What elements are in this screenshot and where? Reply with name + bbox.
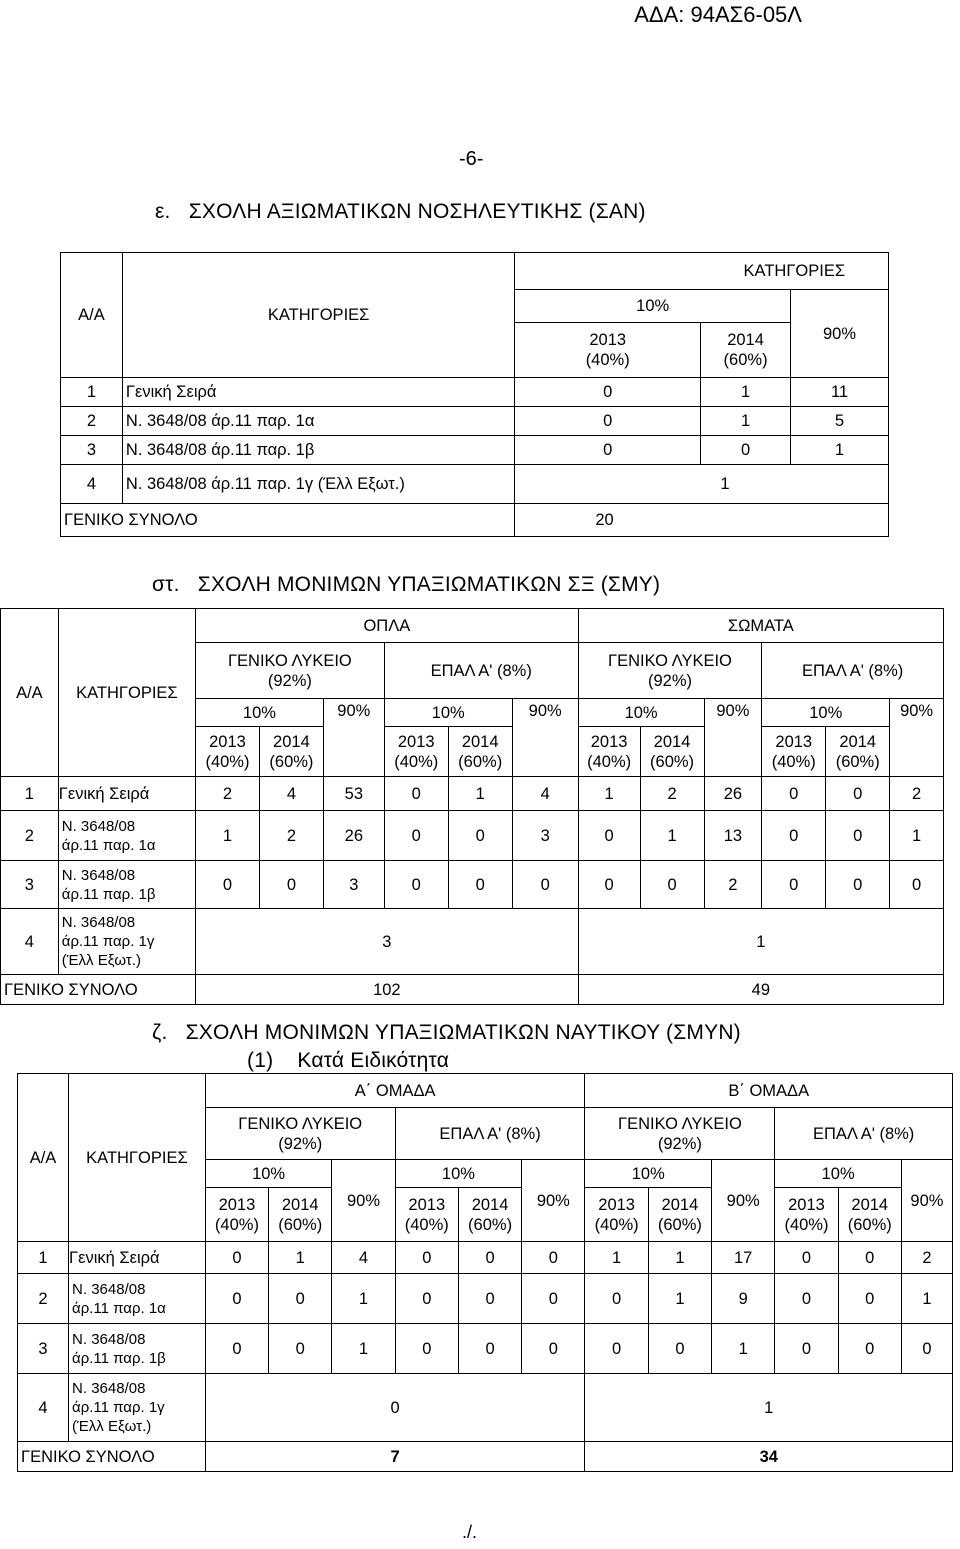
table-row: 1 Γενική Σειρά 0 1 11 [61, 378, 889, 407]
general-lyceum-header: ΓΕΝΙΚΟ ΛΥΚΕΙΟ (92%) [195, 643, 384, 699]
col-aa: Α/Α [18, 1074, 69, 1242]
group-categories: ΚΑΤΗΓΟΡΙΕΣ [701, 253, 889, 290]
section-z-table: Α/Α ΚΑΤΗΓΟΡΙΕΣ Α΄ ΟΜΑΔΑ Β΄ ΟΜΑΔΑ ΓΕΝΙΚΟ ΛΥΚΕΙΟ (92%) ΕΠΑΛ Α' (8%) ΓΕΝΙΚΟ ΛΥΚΕΙΟ (92%) ΕΠΑΛ Α' (8%) 10% 90% 10% 90% 10% 90% 10% 90% 2013 (40%) 2014 (60%) 2013 (40%) 2014 (60%) 2013 (40%) 2014 (60%) 2013 (40%) 2014 (60%) 1 Γενική Σειρά 0 1 4 0 0 0 1 1 17 0 0 2 2 Ν. 3648/08 άρ.11 παρ. 1α 0 0 1 0 0 0 0 1 9 0 0 1 3 Ν. 3648/08 άρ.11 παρ. 1β 0 0 1 0 0 0 0 0 1 0 0 0 4 Ν. 3648/08 άρ.11 παρ. 1γ (Έλλ Εξωτ.) 0 1 ΓΕΝΙΚΟ ΣΥΝΟΛΟ 7 34 [17, 1073, 953, 1472]
year-2013-header: 2013 (40%) [515, 323, 701, 378]
table-row: 3 Ν. 3648/08 άρ.11 παρ. 1β 0 0 1 [61, 436, 889, 465]
general-lyceum-header: ΓΕΝΙΚΟ ΛΥΚΕΙΟ (92%) [205, 1108, 395, 1160]
end-mark: ./. [462, 1522, 478, 1542]
group-b: Β΄ ΟΜΑΔΑ [585, 1074, 953, 1108]
table-row: 4 Ν. 3648/08 άρ.11 παρ. 1γ (Έλλ Εξωτ.) 1 [61, 465, 889, 504]
group-opla: ΟΠΛΑ [195, 609, 578, 643]
year-2014-header: 2014 (60%) [701, 323, 791, 378]
epal-header: ΕΠΑΛ Α' (8%) [762, 643, 944, 699]
general-lyceum-header: ΓΕΝΙΚΟ ΛΥΚΕΙΟ (92%) [578, 643, 762, 699]
table-row: 2 Ν. 3648/08 άρ.11 παρ. 1α 0 1 5 [61, 407, 889, 436]
col-aa: Α/Α [1, 609, 59, 777]
table-row: 3 Ν. 3648/08 άρ.11 παρ. 1β 0 0 3 0 0 0 0 0 2 0 0 0 [1, 861, 944, 909]
section-e-title: ε. ΣΧΟΛΗ ΑΞΙΩΜΑΤΙΚΩΝ ΝΟΣΗΛΕΥΤΙΚΗΣ (ΣΑΝ) [155, 200, 646, 223]
col-categories: ΚΑΤΗΓΟΡΙΕΣ [69, 1074, 206, 1242]
table-row: 1 Γενική Σειρά 0 1 4 0 0 0 1 1 17 0 0 2 [18, 1242, 953, 1274]
group-somata: ΣΩΜΑΤΑ [578, 609, 943, 643]
epal-header: ΕΠΑΛ Α' (8%) [775, 1108, 953, 1160]
table-row: 4 Ν. 3648/08 άρ.11 παρ. 1γ (Έλλ Εξωτ.) 0 1 [18, 1374, 953, 1442]
general-lyceum-header: ΓΕΝΙΚΟ ΛΥΚΕΙΟ (92%) [585, 1108, 775, 1160]
table-row: 2 Ν. 3648/08 άρ.11 παρ. 1α 0 0 1 0 0 0 0 1 9 0 0 1 [18, 1274, 953, 1324]
group-a: Α΄ ΟΜΑΔΑ [205, 1074, 585, 1108]
page-number: -6- [459, 148, 484, 170]
table-row: 3 Ν. 3648/08 άρ.11 παρ. 1β 0 0 1 0 0 0 0 0 1 0 0 0 [18, 1324, 953, 1374]
table-row: 2 Ν. 3648/08 άρ.11 παρ. 1α 1 2 26 0 0 3 0 1 13 0 0 1 [1, 811, 944, 861]
total-row: ΓΕΝΙΚΟ ΣΥΝΟΛΟ 102 49 [1, 975, 944, 1005]
total-row: ΓΕΝΙΚΟ ΣΥΝΟΛΟ 20 [61, 504, 889, 537]
section-e-table [60, 252, 889, 537]
total-row: ΓΕΝΙΚΟ ΣΥΝΟΛΟ 7 34 [18, 1442, 953, 1472]
epal-header: ΕΠΑΛ Α' (8%) [395, 1108, 585, 1160]
pct10-header: 10% [515, 290, 791, 323]
table-row: 4 Ν. 3648/08 άρ.11 παρ. 1γ (Έλλ Εξωτ.) 3 1 [1, 909, 944, 975]
section-z-subtitle: (1) Κατά Ειδικότητα [247, 1049, 450, 1072]
section-st-table: Α/Α ΚΑΤΗΓΟΡΙΕΣ ΟΠΛΑ ΣΩΜΑΤΑ ΓΕΝΙΚΟ ΛΥΚΕΙΟ (92%) ΕΠΑΛ Α' (8%) ΓΕΝΙΚΟ ΛΥΚΕΙΟ (92%) ΕΠΑΛ Α' (8%) 10% 90% 10% 90% 10% 90% 10% 90% 2013 (40%) 2014 (60%) 2013 (40%) 2014 (60%) 2013 (40%) 2014 (60%) 2013 (40%) 2014 (60%) 1 Γενική Σειρά 2 4 53 0 1 4 1 2 26 0 0 2 2 Ν. 3648/08 άρ.11 παρ. 1α 1 2 26 0 0 3 0 1 13 0 0 1 3 Ν. 3648/08 άρ.11 παρ. 1β 0 0 3 0 0 0 0 0 2 0 0 0 4 Ν. 3648/08 άρ.11 παρ. 1γ (Έλλ Εξωτ.) 3 1 ΓΕΝΙΚΟ ΣΥΝΟΛΟ 102 49 [0, 608, 944, 1005]
table-row: 1 Γενική Σειρά 2 4 53 0 1 4 1 2 26 0 0 2 [1, 777, 944, 811]
epal-header: ΕΠΑΛ Α' (8%) [384, 643, 578, 699]
col-aa: Α/Α [61, 253, 123, 378]
section-z-title: ζ. ΣΧΟΛΗ ΜΟΝΙΜΩΝ ΥΠΑΞΙΩΜΑΤΙΚΩΝ ΝΑΥΤΙΚΟΥ (ΣΜΥΝ) [152, 1021, 741, 1044]
pct90-header: 90% [791, 290, 889, 378]
col-categories: ΚΑΤΗΓΟΡΙΕΣ [122, 253, 514, 378]
section-st-title: στ. ΣΧΟΛΗ ΜΟΝΙΜΩΝ ΥΠΑΞΙΩΜΑΤΙΚΩΝ ΣΞ (ΣΜΥ) [152, 573, 661, 596]
doc-id: ΑΔΑ: 94ΑΣ6-05Λ [634, 2, 802, 27]
col-categories: ΚΑΤΗΓΟΡΙΕΣ [58, 609, 195, 777]
